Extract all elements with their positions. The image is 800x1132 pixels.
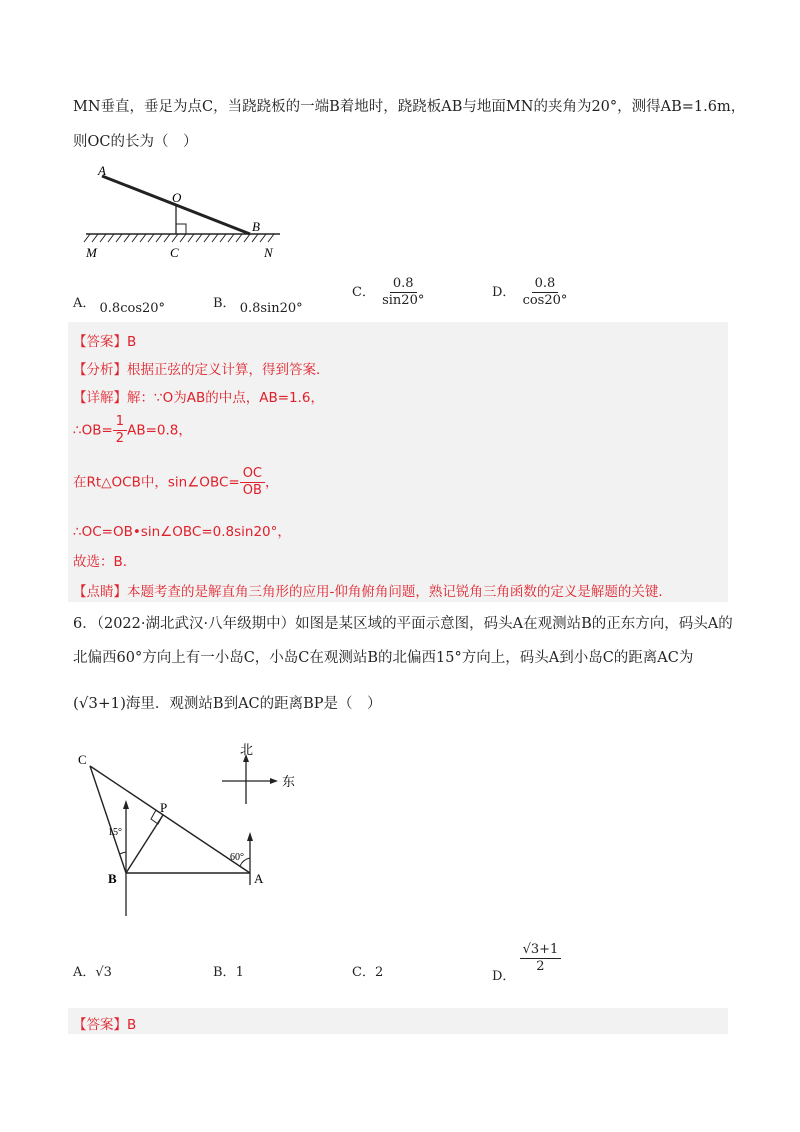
label-A: A (98, 163, 106, 178)
q6-map-figure (70, 740, 320, 920)
label-C: C (170, 245, 179, 260)
q6-option-a[interactable]: A．√3 (73, 965, 112, 980)
q6-text-line1: 6．（2022·湖北武汉·八年级期中）如图是某区域的平面示意图，码头A在观测站B的正东方向，码头A的 (73, 616, 733, 632)
q5-option-b[interactable]: B． 0.8sin20° (213, 296, 303, 316)
q6-option-d[interactable]: D． $\frac{√3+1}{2}$ (492, 942, 561, 975)
label-C6: C (78, 752, 87, 767)
label-N: N (264, 245, 273, 260)
q5-detail-1: 【详解】解：∵O为AB的中点，AB=1.6， (73, 390, 324, 406)
label-A6: A (254, 871, 264, 886)
q6-option-b[interactable]: B．1 (213, 965, 244, 980)
q5-answer-block (68, 322, 728, 602)
north-label: 北 (240, 742, 254, 757)
q5-detail-3: 在Rt△OCB中，sin∠OBC= $\frac{OC}{OB}$ ， (73, 466, 279, 498)
angle-15-label: 15° (108, 827, 122, 838)
q5-detail-2: ∴OB= $\frac{1}{2}$ AB=0.8， (73, 414, 192, 446)
label-B: B (252, 219, 260, 234)
q5-text-line1: MN垂直，垂足为点C，当跷跷板的一端B着地时，跷跷板AB与地面MN的夹角为20°，测得AB=1.6m， (73, 99, 746, 115)
q5-seesaw-figure (80, 160, 300, 270)
q5-option-a[interactable]: A． 0.8cos20° (73, 296, 166, 316)
q5-comment: 【点睛】本题考查的是解直角三角形的应用-仰角俯角问题，熟记锐角三角函数的定义是解题的关键． (73, 584, 672, 600)
q5-option-d[interactable]: D． $\frac{0.8}{\cos 20^\circ}$ (492, 276, 568, 308)
east-label: 东 (282, 774, 296, 789)
q6-answer-block (68, 1008, 728, 1034)
q5-analysis: 【分析】根据正弦的定义计算，得到答案． (73, 362, 330, 378)
label-M: M (86, 245, 97, 260)
q5-option-c[interactable]: C． $\frac{0.8}{\sin 20^\circ}$ (352, 276, 425, 308)
q6-text-line3: (√3+1)海里．观测站B到AC的距离BP是（ ） (73, 694, 382, 712)
q6-option-c[interactable]: C．2 (352, 965, 384, 980)
q5-text-line2: 则OC的长为（ ） (73, 134, 198, 150)
q5-choose: 故选：B． (73, 554, 137, 570)
q5-answer: 【答案】B (73, 334, 137, 350)
q6-answer: 【答案】B (73, 1017, 137, 1033)
q6-text-line2: 北偏西60°方向上有一小岛C，小岛C在观测站B的北偏西15°方向上，码头A到小岛C的距离AC为 (73, 650, 694, 666)
label-O: O (172, 190, 182, 205)
q5-detail-4: ∴OC=OB•sin∠OBC=0.8sin20°， (73, 524, 291, 540)
label-P: P (160, 800, 168, 815)
label-B6: B (108, 871, 117, 886)
angle-60-label: 60° (230, 852, 244, 863)
